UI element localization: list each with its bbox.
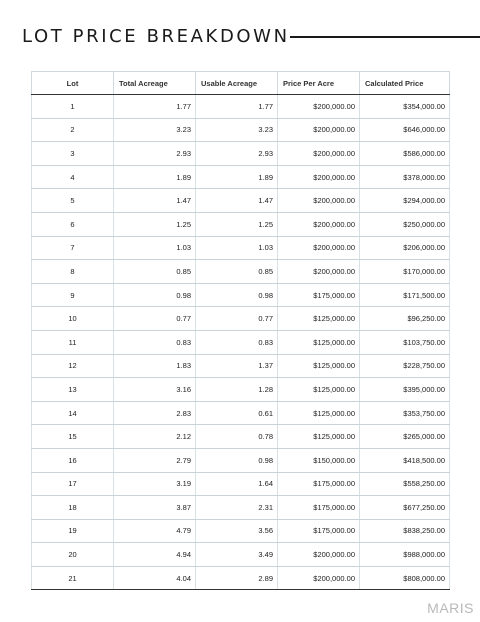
- cell-price-per-acre: $200,000.00: [278, 212, 360, 236]
- cell-price-per-acre: $200,000.00: [278, 118, 360, 142]
- cell-price-per-acre: $200,000.00: [278, 142, 360, 166]
- table-row: [32, 165, 450, 189]
- cell-calculated-price: $808,000.00: [360, 566, 450, 590]
- cell-usable-acreage: 1.89: [196, 165, 278, 189]
- cell-total-acreage: 3.87: [114, 496, 196, 520]
- cell-price-per-acre: $200,000.00: [278, 543, 360, 567]
- cell-lot: 10: [32, 307, 114, 331]
- cell-calculated-price: $354,000.00: [360, 95, 450, 119]
- cell-price-per-acre: $125,000.00: [278, 307, 360, 331]
- cell-lot: 2: [32, 118, 114, 142]
- cell-lot: 3: [32, 142, 114, 166]
- table-row: [32, 378, 450, 402]
- cell-total-acreage: 1.25: [114, 212, 196, 236]
- cell-usable-acreage: 3.49: [196, 543, 278, 567]
- cell-usable-acreage: 1.28: [196, 378, 278, 402]
- cell-calculated-price: $265,000.00: [360, 425, 450, 449]
- cell-total-acreage: 2.79: [114, 448, 196, 472]
- table-row: [32, 212, 450, 236]
- cell-calculated-price: $228,750.00: [360, 354, 450, 378]
- cell-calculated-price: $586,000.00: [360, 142, 450, 166]
- cell-price-per-acre: $200,000.00: [278, 95, 360, 119]
- cell-price-per-acre: $200,000.00: [278, 260, 360, 284]
- table-row: [32, 307, 450, 331]
- column-header-total-acreage: Total Acreage: [114, 72, 196, 95]
- cell-calculated-price: $294,000.00: [360, 189, 450, 213]
- cell-total-acreage: 4.94: [114, 543, 196, 567]
- cell-total-acreage: 4.04: [114, 566, 196, 590]
- cell-usable-acreage: 1.47: [196, 189, 278, 213]
- table-row: [32, 354, 450, 378]
- maris-watermark: MARIS: [427, 600, 474, 616]
- table-row: [32, 118, 450, 142]
- cell-calculated-price: $206,000.00: [360, 236, 450, 260]
- cell-usable-acreage: 2.89: [196, 566, 278, 590]
- table-row: [32, 425, 450, 449]
- cell-lot: 1: [32, 95, 114, 119]
- table-row: [32, 236, 450, 260]
- table-row: [32, 448, 450, 472]
- cell-usable-acreage: 2.93: [196, 142, 278, 166]
- cell-usable-acreage: 3.23: [196, 118, 278, 142]
- cell-total-acreage: 1.89: [114, 165, 196, 189]
- table-row: [32, 496, 450, 520]
- cell-total-acreage: 0.98: [114, 283, 196, 307]
- column-header-usable-acreage: Usable Acreage: [196, 72, 278, 95]
- table-row: [32, 519, 450, 543]
- page-title: LOT PRICE BREAKDOWN: [22, 26, 290, 47]
- cell-total-acreage: 1.83: [114, 354, 196, 378]
- cell-lot: 13: [32, 378, 114, 402]
- cell-lot: 14: [32, 401, 114, 425]
- cell-usable-acreage: 0.78: [196, 425, 278, 449]
- cell-lot: 15: [32, 425, 114, 449]
- cell-lot: 11: [32, 330, 114, 354]
- cell-calculated-price: $170,000.00: [360, 260, 450, 284]
- cell-price-per-acre: $200,000.00: [278, 189, 360, 213]
- cell-lot: 18: [32, 496, 114, 520]
- table-row: [32, 543, 450, 567]
- cell-lot: 12: [32, 354, 114, 378]
- cell-usable-acreage: 0.85: [196, 260, 278, 284]
- column-header-calculated-price: Calculated Price: [360, 72, 450, 95]
- cell-usable-acreage: 1.77: [196, 95, 278, 119]
- cell-usable-acreage: 0.98: [196, 283, 278, 307]
- table-row: [32, 283, 450, 307]
- cell-usable-acreage: 3.56: [196, 519, 278, 543]
- cell-usable-acreage: 1.03: [196, 236, 278, 260]
- table-row: [32, 330, 450, 354]
- cell-lot: 7: [32, 236, 114, 260]
- cell-total-acreage: 2.93: [114, 142, 196, 166]
- cell-usable-acreage: 1.25: [196, 212, 278, 236]
- cell-usable-acreage: 2.31: [196, 496, 278, 520]
- cell-lot: 16: [32, 448, 114, 472]
- table-row: [32, 472, 450, 496]
- cell-calculated-price: $103,750.00: [360, 330, 450, 354]
- cell-price-per-acre: $200,000.00: [278, 165, 360, 189]
- cell-total-acreage: 2.12: [114, 425, 196, 449]
- cell-lot: 4: [32, 165, 114, 189]
- cell-calculated-price: $988,000.00: [360, 543, 450, 567]
- cell-lot: 6: [32, 212, 114, 236]
- cell-calculated-price: $250,000.00: [360, 212, 450, 236]
- cell-price-per-acre: $125,000.00: [278, 425, 360, 449]
- cell-total-acreage: 0.85: [114, 260, 196, 284]
- cell-price-per-acre: $200,000.00: [278, 566, 360, 590]
- cell-calculated-price: $171,500.00: [360, 283, 450, 307]
- cell-total-acreage: 3.19: [114, 472, 196, 496]
- cell-price-per-acre: $200,000.00: [278, 236, 360, 260]
- column-header-lot: Lot: [32, 72, 114, 95]
- title-rule: [290, 36, 480, 38]
- cell-lot: 5: [32, 189, 114, 213]
- cell-price-per-acre: $125,000.00: [278, 378, 360, 402]
- cell-price-per-acre: $125,000.00: [278, 354, 360, 378]
- cell-calculated-price: $96,250.00: [360, 307, 450, 331]
- cell-price-per-acre: $175,000.00: [278, 283, 360, 307]
- cell-total-acreage: 4.79: [114, 519, 196, 543]
- cell-total-acreage: 1.47: [114, 189, 196, 213]
- cell-price-per-acre: $175,000.00: [278, 519, 360, 543]
- cell-price-per-acre: $125,000.00: [278, 401, 360, 425]
- cell-usable-acreage: 1.37: [196, 354, 278, 378]
- cell-total-acreage: 0.77: [114, 307, 196, 331]
- cell-calculated-price: $418,500.00: [360, 448, 450, 472]
- column-header-price-per-acre: Price Per Acre: [278, 72, 360, 95]
- lot-price-table: [31, 71, 450, 590]
- table-row: [32, 566, 450, 590]
- cell-total-acreage: 1.03: [114, 236, 196, 260]
- cell-price-per-acre: $175,000.00: [278, 472, 360, 496]
- cell-calculated-price: $395,000.00: [360, 378, 450, 402]
- cell-usable-acreage: 1.64: [196, 472, 278, 496]
- cell-total-acreage: 3.16: [114, 378, 196, 402]
- cell-calculated-price: $353,750.00: [360, 401, 450, 425]
- table-row: [32, 260, 450, 284]
- table-row: [32, 95, 450, 119]
- cell-lot: 17: [32, 472, 114, 496]
- cell-usable-acreage: 0.83: [196, 330, 278, 354]
- cell-calculated-price: $646,000.00: [360, 118, 450, 142]
- cell-price-per-acre: $150,000.00: [278, 448, 360, 472]
- table-row: [32, 142, 450, 166]
- cell-total-acreage: 3.23: [114, 118, 196, 142]
- cell-total-acreage: 0.83: [114, 330, 196, 354]
- cell-total-acreage: 1.77: [114, 95, 196, 119]
- cell-usable-acreage: 0.98: [196, 448, 278, 472]
- cell-lot: 20: [32, 543, 114, 567]
- table-row: [32, 189, 450, 213]
- cell-price-per-acre: $175,000.00: [278, 496, 360, 520]
- table-header-row: [32, 72, 450, 95]
- cell-calculated-price: $378,000.00: [360, 165, 450, 189]
- cell-lot: 21: [32, 566, 114, 590]
- cell-lot: 9: [32, 283, 114, 307]
- cell-lot: 8: [32, 260, 114, 284]
- cell-calculated-price: $838,250.00: [360, 519, 450, 543]
- cell-calculated-price: $677,250.00: [360, 496, 450, 520]
- cell-total-acreage: 2.83: [114, 401, 196, 425]
- cell-lot: 19: [32, 519, 114, 543]
- cell-usable-acreage: 0.61: [196, 401, 278, 425]
- cell-price-per-acre: $125,000.00: [278, 330, 360, 354]
- cell-usable-acreage: 0.77: [196, 307, 278, 331]
- cell-calculated-price: $558,250.00: [360, 472, 450, 496]
- table-row: [32, 401, 450, 425]
